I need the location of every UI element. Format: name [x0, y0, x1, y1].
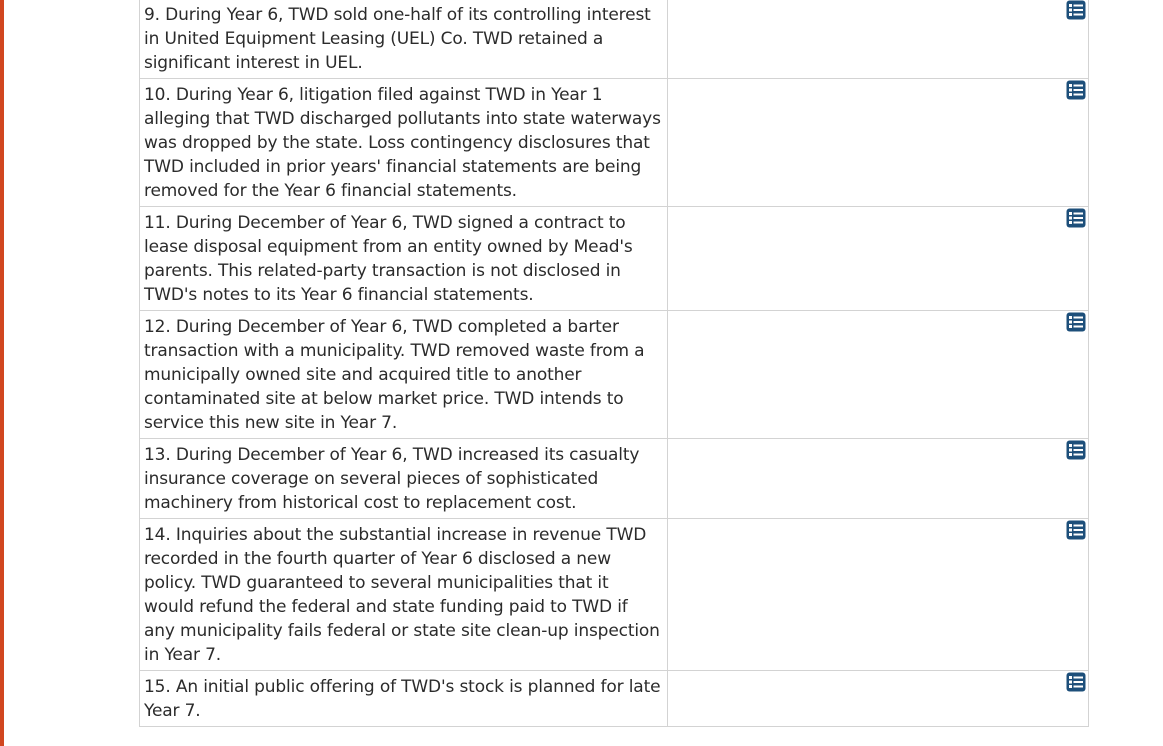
- list-select-icon[interactable]: [1066, 672, 1086, 692]
- item-description: 13. During December of Year 6, TWD increased its casualty insurance coverage on several pieces of sophisticated machinery from historical cost to replacement cost.: [140, 439, 668, 519]
- item-description: 15. An initial public offering of TWD's stock is planned for late Year 7.: [140, 671, 668, 727]
- table-row: [140, 439, 1089, 519]
- left-accent-bar: [0, 0, 4, 746]
- table-row: [140, 519, 1089, 671]
- item-description: 11. During December of Year 6, TWD signed a contract to lease disposal equipment from an entity owned by Mead's parents. This related-party transaction is not disclosed in TWD's notes to its Year 6 financial statements.: [140, 207, 668, 311]
- table-row: [140, 311, 1089, 439]
- answer-cell[interactable]: [668, 207, 1089, 311]
- item-description: 14. Inquiries about the substantial increase in revenue TWD recorded in the fourth quarter of Year 6 disclosed a new policy. TWD guaranteed to several municipalities that it would refund the federal and state funding paid to TWD if any municipality fails federal or state site clean-up inspection in Year 7.: [140, 519, 668, 671]
- answer-cell[interactable]: [668, 79, 1089, 207]
- list-select-icon[interactable]: [1066, 80, 1086, 100]
- item-description: 9. During Year 6, TWD sold one-half of its controlling interest in United Equipment Leasing (UEL) Co. TWD retained a significant interest in UEL.: [140, 0, 668, 79]
- list-select-icon[interactable]: [1066, 520, 1086, 540]
- question-table: [139, 0, 1089, 727]
- table-row: [140, 671, 1089, 727]
- list-select-icon[interactable]: [1066, 0, 1086, 20]
- item-description: 10. During Year 6, litigation filed against TWD in Year 1 alleging that TWD discharged pollutants into state waterways was dropped by the state. Loss contingency disclosures that TWD included in prior years' financial statements are being removed for the Year 6 financial statements.: [140, 79, 668, 207]
- item-description: 12. During December of Year 6, TWD completed a barter transaction with a municipality. TWD removed waste from a municipally owned site and acquired title to another contaminated site at below market price. TWD intends to service this new site in Year 7.: [140, 311, 668, 439]
- list-select-icon[interactable]: [1066, 440, 1086, 460]
- answer-cell[interactable]: [668, 0, 1089, 79]
- list-select-icon[interactable]: [1066, 208, 1086, 228]
- answer-cell[interactable]: [668, 671, 1089, 727]
- list-select-icon[interactable]: [1066, 312, 1086, 332]
- table-row: [140, 207, 1089, 311]
- answer-cell[interactable]: [668, 519, 1089, 671]
- table-row: [140, 0, 1089, 79]
- table-row: [140, 79, 1089, 207]
- answer-cell[interactable]: [668, 439, 1089, 519]
- answer-cell[interactable]: [668, 311, 1089, 439]
